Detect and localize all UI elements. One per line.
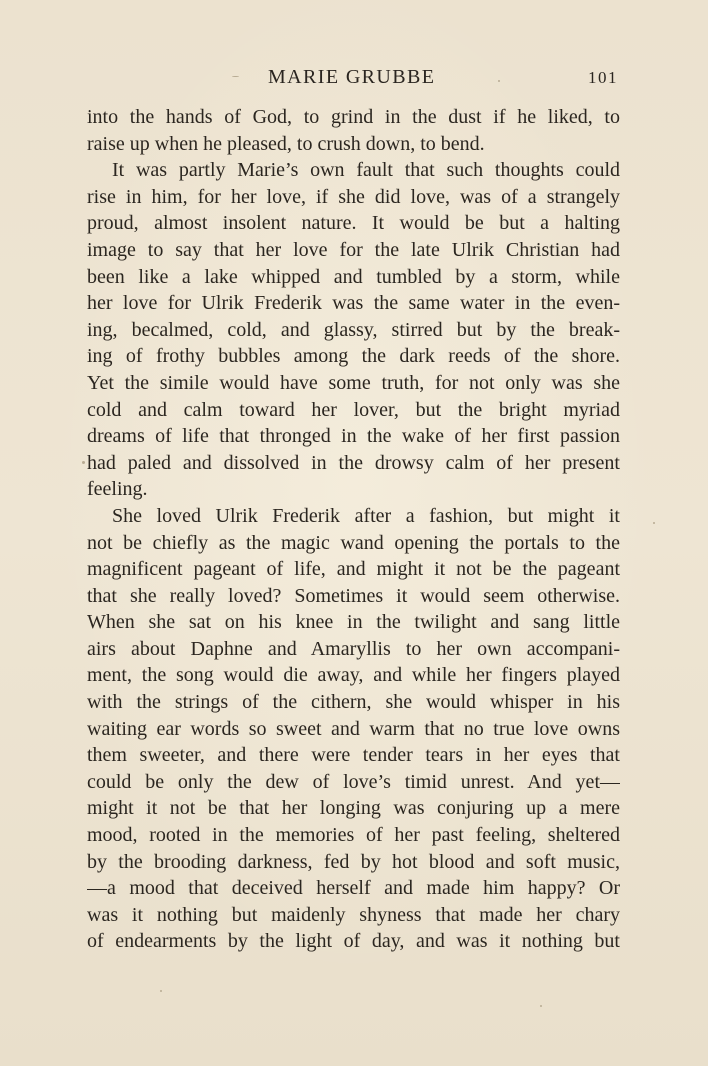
text-line: was it nothing but maidenly shyness that made her chary xyxy=(87,903,620,926)
text-line: raise up when he pleased, to crush down, to bend. xyxy=(87,132,485,155)
paper-speck xyxy=(653,522,655,524)
text-line: ing of frothy bubbles among the dark reeds of the shore. xyxy=(87,345,620,368)
text-line: proud, almost insolent nature. It would be but a halting xyxy=(87,212,620,235)
text-line: cold and calm toward her lover, but the bright myriad xyxy=(87,398,620,421)
text-line: Yet the simile would have some truth, for not only was she xyxy=(87,371,620,394)
text-line: feeling. xyxy=(87,478,148,501)
running-title: MARIE GRUBBE xyxy=(268,66,436,88)
text-line: them sweeter, and there were tender tears in her eyes that xyxy=(87,744,620,767)
text-line: —a mood that deceived herself and made him happy? Or xyxy=(87,877,620,900)
text-line: airs about Daphne and Amaryllis to her own accompani- xyxy=(87,637,620,660)
text-line: She loved Ulrik Frederik after a fashion, but might it xyxy=(112,504,620,527)
text-line: waiting ear words so sweet and warm that no true love owns xyxy=(87,717,620,740)
text-line: rise in him, for her love, if she did love, was of a strangely xyxy=(87,185,620,208)
text-line: mood, rooted in the memories of her past feeling, sheltered xyxy=(87,824,620,847)
paper-speck xyxy=(498,80,500,82)
text-line: been like a lake whipped and tumbled by a storm, while xyxy=(87,265,620,288)
text-line: with the strings of the cithern, she would whisper in his xyxy=(87,691,620,714)
text-line: When she sat on his knee in the twilight and sang little xyxy=(87,611,620,634)
text-line: of endearments by the light of day, and was it nothing but xyxy=(87,930,620,953)
text-line: might it not be that her longing was conjuring up a mere xyxy=(87,797,620,820)
text-line: image to say that her love for the late Ulrik Christian had xyxy=(87,238,620,261)
text-line: into the hands of God, to grind in the dust if he liked, to xyxy=(87,106,620,128)
text-line: by the brooding darkness, fed by hot blood and soft music, xyxy=(87,850,620,873)
text-line: dreams of life that thronged in the wake of her first passion xyxy=(87,425,620,448)
text-line: ing, becalmed, cold, and glassy, stirred but by the break- xyxy=(87,318,620,341)
text-line: that she really loved? Sometimes it would seem otherwise. xyxy=(87,584,620,607)
running-head xyxy=(0,62,708,92)
paper-speck xyxy=(82,461,85,464)
text-line: had paled and dissolved in the drowsy calm of her present xyxy=(87,451,620,474)
text-line: could be only the dew of love’s timid unrest. And yet— xyxy=(87,770,620,793)
paper-speck xyxy=(160,990,162,992)
page-number: 101 xyxy=(588,68,618,87)
text-line: magnificent pageant of life, and might it not be the pageant xyxy=(87,558,620,581)
text-line: not be chiefly as the magic wand opening the portals to the xyxy=(87,531,620,554)
paper-speck xyxy=(232,76,239,77)
paper-speck xyxy=(540,1005,542,1007)
text-line: It was partly Marie’s own fault that such thoughts could xyxy=(112,159,620,182)
text-line: her love for Ulrik Frederik was the same water in the even- xyxy=(87,292,620,315)
body-text xyxy=(87,104,620,955)
text-line: ment, the song would die away, and while her fingers played xyxy=(87,664,620,687)
